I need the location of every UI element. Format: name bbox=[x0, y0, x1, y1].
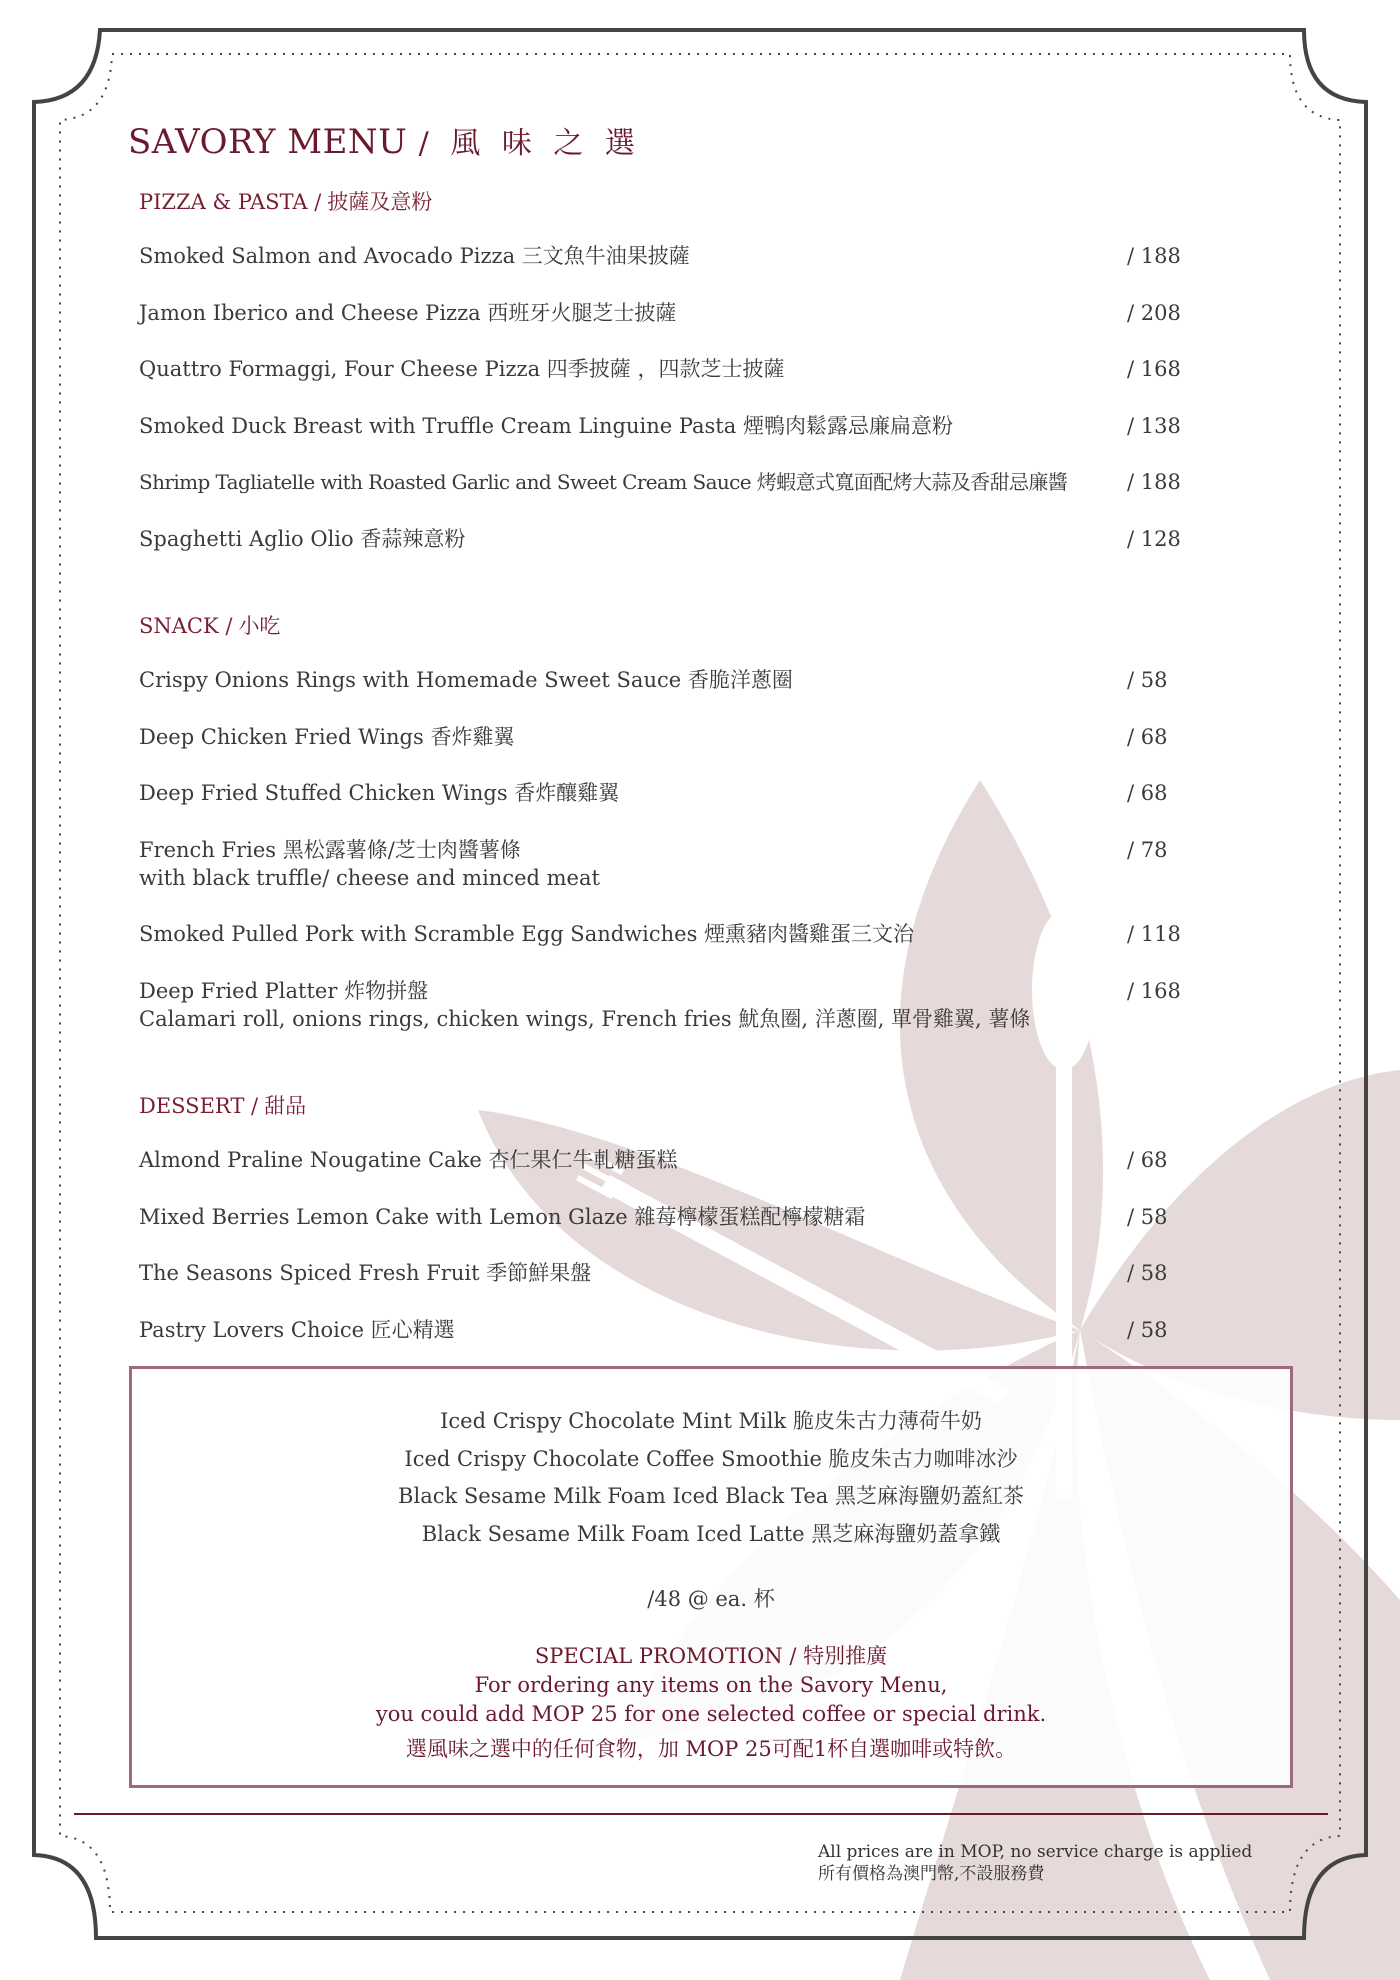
page-title bbox=[128, 118, 641, 162]
section-heading-zh: 甜品 bbox=[264, 1094, 307, 1118]
menu-item-price: / 168 bbox=[1127, 357, 1181, 381]
promo-text-line1: For ordering any items on the Savory Menu, bbox=[474, 1673, 948, 1697]
menu-item-price: / 138 bbox=[1127, 414, 1181, 438]
section-heading-snack bbox=[139, 610, 280, 640]
menu-item-price: / 128 bbox=[1127, 527, 1181, 551]
menu-item-description: with black truffle/ cheese and minced meat bbox=[139, 866, 600, 890]
menu-item-price: / 58 bbox=[1127, 668, 1168, 692]
menu-item-price: / 188 bbox=[1127, 244, 1181, 268]
menu-item-price: / 68 bbox=[1127, 725, 1168, 749]
menu-item bbox=[139, 977, 1030, 1033]
footer-note-en: All prices are in MOP, no service charge is applied bbox=[818, 1842, 1253, 1862]
title-en: SAVORY MENU bbox=[128, 122, 408, 162]
menu-item: The Seasons Spiced Fresh Fruit 季節鮮果盤 bbox=[139, 1261, 592, 1285]
promo-text-line2: you could add MOP 25 for one selected coffee or special drink. bbox=[375, 1702, 1047, 1726]
footer-note-zh: 所有價格為澳門幣,不設服務費 bbox=[818, 1864, 1045, 1884]
menu-item: Almond Praline Nougatine Cake 杏仁果仁牛軋糖蛋糕 bbox=[139, 1148, 678, 1172]
section-heading-en: DESSERT / bbox=[139, 1094, 259, 1118]
menu-item: Jamon Iberico and Cheese Pizza 西班牙火腿芝士披薩 bbox=[139, 301, 677, 325]
promotion-box bbox=[129, 1366, 1293, 1788]
menu-item: Smoked Salmon and Avocado Pizza 三文魚牛油果披薩 bbox=[139, 244, 690, 268]
title-zh: / 風 味 之 選 bbox=[418, 126, 641, 161]
menu-item-price: / 78 bbox=[1127, 838, 1168, 862]
menu-item-price: / 58 bbox=[1127, 1318, 1168, 1342]
menu-item-price: / 58 bbox=[1127, 1261, 1168, 1285]
promo-drink: Black Sesame Milk Foam Iced Black Tea 黑芝麻海鹽奶蓋紅茶 bbox=[398, 1484, 1024, 1508]
promo-price-each: /48 @ ea. 杯 bbox=[647, 1587, 775, 1611]
section-heading-pizza-pasta bbox=[139, 186, 432, 216]
menu-item: Mixed Berries Lemon Cake with Lemon Glaze 雜莓檸檬蛋糕配檸檬糖霜 bbox=[139, 1205, 866, 1229]
promo-text-line3: 選風味之選中的任何食物，加 MOP 25可配1杯自選咖啡或特飲。 bbox=[405, 1737, 1017, 1761]
section-heading-dessert bbox=[139, 1090, 306, 1120]
menu-item bbox=[139, 836, 600, 892]
menu-item: Deep Chicken Fried Wings 香炸雞翼 bbox=[139, 725, 515, 749]
section-heading-en: PIZZA & PASTA / bbox=[139, 190, 322, 214]
menu-item-price: / 188 bbox=[1127, 470, 1181, 494]
menu-item-description: Calamari roll, onions rings, chicken wings, French fries 魷魚圈, 洋蔥圈, 單骨雞翼, 薯條 bbox=[139, 1007, 1031, 1031]
menu-item: Spaghetti Aglio Olio 香蒜辣意粉 bbox=[139, 527, 466, 551]
menu-item-price: / 68 bbox=[1127, 781, 1168, 805]
menu-item-name: French Fries 黑松露薯條/芝士肉醬薯條 bbox=[139, 838, 521, 862]
menu-item: Quattro Formaggi, Four Cheese Pizza 四季披薩 ，四款芝士披薩 bbox=[139, 357, 785, 381]
section-heading-en: SNACK / bbox=[139, 614, 233, 638]
menu-item: Smoked Pulled Pork with Scramble Egg Sandwiches 煙熏豬肉醬雞蛋三文治 bbox=[139, 922, 915, 946]
promo-drink: Black Sesame Milk Foam Iced Latte 黑芝麻海鹽奶蓋拿鐵 bbox=[421, 1522, 1001, 1546]
promo-drink: Iced Crispy Chocolate Coffee Smoothie 脆皮朱古力咖啡冰沙 bbox=[404, 1447, 1018, 1471]
menu-item-price: / 168 bbox=[1127, 979, 1181, 1003]
menu-item-price: / 208 bbox=[1127, 301, 1181, 325]
menu-item: Smoked Duck Breast with Truffle Cream Linguine Pasta 煙鴨肉鬆露忌廉扁意粉 bbox=[139, 414, 953, 438]
promo-drink: Iced Crispy Chocolate Mint Milk 脆皮朱古力薄荷牛奶 bbox=[440, 1409, 982, 1433]
menu-item: Crispy Onions Rings with Homemade Sweet Sauce 香脆洋蔥圈 bbox=[139, 668, 793, 692]
menu-item: Deep Fried Stuffed Chicken Wings 香炸釀雞翼 bbox=[139, 781, 620, 805]
menu-item-price: / 118 bbox=[1127, 922, 1181, 946]
menu-item: Pastry Lovers Choice 匠心精選 bbox=[139, 1318, 455, 1342]
section-heading-zh: 披薩及意粉 bbox=[327, 190, 433, 214]
menu-item-name: Deep Fried Platter 炸物拼盤 bbox=[139, 979, 429, 1003]
menu-item: Shrimp Tagliatelle with Roasted Garlic and Sweet Cream Sauce 烤蝦意式寬面配烤大蒜及香甜忌廉醬 bbox=[139, 470, 1068, 494]
section-heading-zh: 小吃 bbox=[238, 614, 281, 638]
menu-item-price: / 68 bbox=[1127, 1148, 1168, 1172]
menu-item-price: / 58 bbox=[1127, 1205, 1168, 1229]
promo-heading: SPECIAL PROMOTION / 特別推廣 bbox=[534, 1644, 888, 1668]
